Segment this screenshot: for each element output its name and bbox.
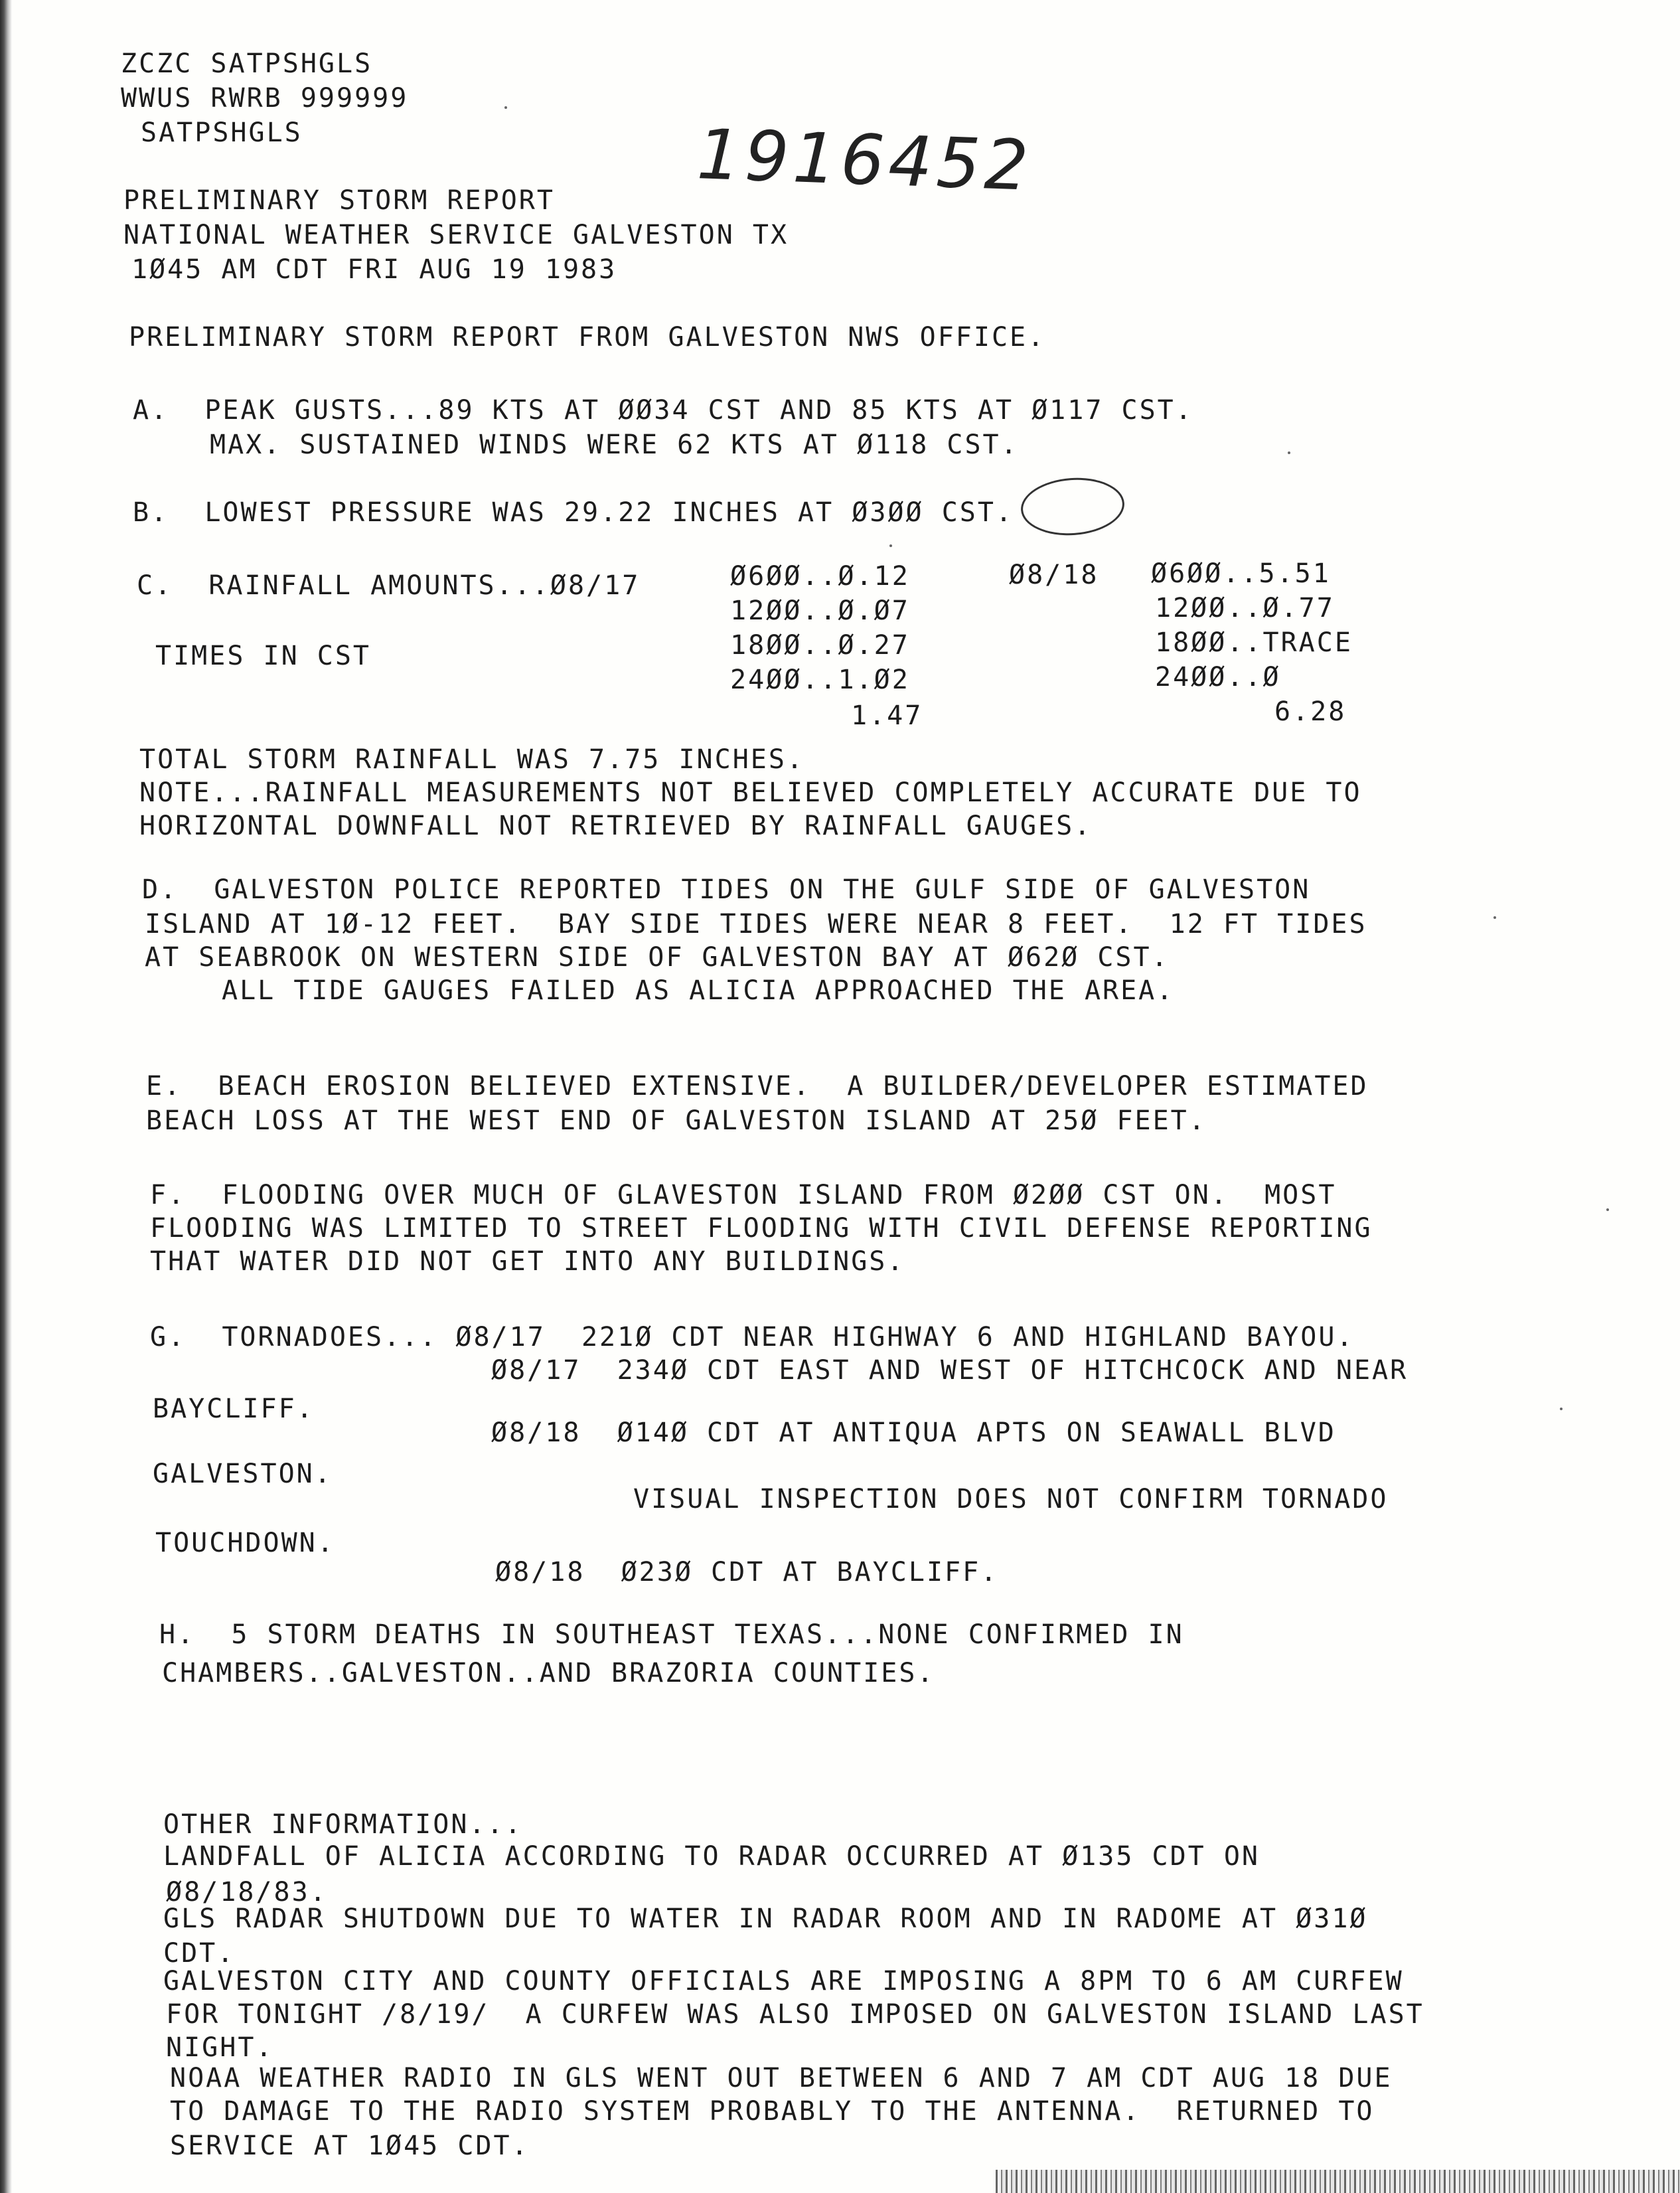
scan-speck bbox=[889, 544, 892, 547]
rain-day2-value: Ø6ØØ..5.51 bbox=[1151, 558, 1331, 589]
other-line-6: GALVESTON CITY AND COUNTY OFFICIALS ARE IMPOSING A 8PM TO 6 AM CURFEW bbox=[163, 1966, 1404, 1996]
scan-speck bbox=[504, 106, 507, 109]
section-b-line: B. LOWEST PRESSURE WAS 29.22 INCHES AT Ø3ØØ CST. bbox=[133, 497, 1014, 528]
section-a-line-2: MAX. SUSTAINED WINDS WERE 62 KTS AT Ø118 CST. bbox=[210, 430, 1019, 460]
rain-day1-value: 12ØØ..Ø.Ø7 bbox=[730, 596, 910, 626]
section-h-line-2: CHAMBERS..GALVESTON..AND BRAZORIA COUNTIES. bbox=[162, 1658, 935, 1688]
other-line-10: TO DAMAGE TO THE RADIO SYSTEM PROBABLY TO THE ANTENNA. RETURNED TO bbox=[170, 2096, 1375, 2127]
scan-edge-left bbox=[0, 0, 12, 2193]
rain-day1-total: 1.47 bbox=[851, 700, 923, 731]
section-g-line-5: GALVESTON. bbox=[153, 1459, 333, 1489]
scan-speck bbox=[1560, 1408, 1563, 1410]
section-c-label: C. RAINFALL AMOUNTS...Ø8/17 bbox=[137, 570, 641, 601]
section-g-line-1: G. TORNADOES... Ø8/17 221Ø CDT NEAR HIGHWAY 6 AND HIGHLAND BAYOU. bbox=[150, 1322, 1355, 1352]
header-line-1: ZCZC SATPSHGLS bbox=[121, 48, 373, 79]
other-line-7: FOR TONIGHT /8/19/ A CURFEW WAS ALSO IMPOSED ON GALVESTON ISLAND LAST bbox=[166, 1999, 1424, 2030]
handwritten-number: 1916452 bbox=[696, 114, 1034, 206]
other-line-2: LANDFALL OF ALICIA ACCORDING TO RADAR OCCURRED AT Ø135 CDT ON bbox=[163, 1841, 1260, 1872]
rain-day1-value: 18ØØ..Ø.27 bbox=[730, 630, 910, 661]
rain-day1-value: Ø6ØØ..Ø.12 bbox=[730, 561, 910, 592]
intro-line: PRELIMINARY STORM REPORT FROM GALVESTON NWS OFFICE. bbox=[129, 322, 1046, 353]
section-e-line-2: BEACH LOSS AT THE WEST END OF GALVESTON ISLAND AT 25Ø FEET. bbox=[146, 1105, 1207, 1136]
section-e-line-1: E. BEACH EROSION BELIEVED EXTENSIVE. A BUILDER/DEVELOPER ESTIMATED bbox=[146, 1071, 1369, 1101]
other-line-11: SERVICE AT 1Ø45 CDT. bbox=[170, 2131, 530, 2161]
section-g-line-8: Ø8/18 Ø23Ø CDT AT BAYCLIFF. bbox=[495, 1557, 999, 1587]
rain-day2-total: 6.28 bbox=[1274, 696, 1347, 727]
scan-speck bbox=[1493, 916, 1496, 919]
other-line-8: NIGHT. bbox=[166, 2032, 274, 2063]
rain-day1-value: 24ØØ..1.Ø2 bbox=[730, 665, 910, 695]
section-a-line-1: A. PEAK GUSTS...89 KTS AT ØØ34 CST AND 85 KTS AT Ø117 CST. bbox=[133, 395, 1193, 426]
other-line-1: OTHER INFORMATION... bbox=[163, 1809, 523, 1840]
rain-total-line-1: TOTAL STORM RAINFALL WAS 7.75 INCHES. bbox=[139, 744, 805, 775]
section-g-line-6: VISUAL INSPECTION DOES NOT CONFIRM TORNADO bbox=[633, 1484, 1389, 1514]
section-g-line-2: Ø8/17 234Ø CDT EAST AND WEST OF HITCHCOCK AND NEAR bbox=[491, 1355, 1409, 1386]
header-line-3: SATPSHGLS bbox=[141, 118, 303, 148]
scan-speck bbox=[1288, 451, 1290, 454]
title-line-3: 1Ø45 AM CDT FRI AUG 19 1983 bbox=[131, 254, 617, 285]
scan-edge-bottom bbox=[996, 2170, 1680, 2193]
other-line-9: NOAA WEATHER RADIO IN GLS WENT OUT BETWEEN 6 AND 7 AM CDT AUG 18 DUE bbox=[170, 2063, 1393, 2093]
section-f-line-3: THAT WATER DID NOT GET INTO ANY BUILDINGS. bbox=[150, 1246, 905, 1277]
section-d-line-2: ISLAND AT 1Ø-12 FEET. BAY SIDE TIDES WERE NEAR 8 FEET. 12 FT TIDES bbox=[145, 909, 1367, 939]
section-g-line-3: BAYCLIFF. bbox=[153, 1394, 315, 1424]
other-line-4: GLS RADAR SHUTDOWN DUE TO WATER IN RADAR ROOM AND IN RADOME AT Ø31Ø bbox=[163, 1904, 1368, 1934]
rain-day2-value: 18ØØ..TRACE bbox=[1155, 627, 1353, 658]
title-line-2: NATIONAL WEATHER SERVICE GALVESTON TX bbox=[123, 220, 789, 250]
rain-day2-value: 12ØØ..Ø.77 bbox=[1155, 593, 1335, 623]
scan-speck bbox=[1606, 1208, 1609, 1211]
section-f-line-1: F. FLOODING OVER MUCH OF GLAVESTON ISLAND FROM Ø2ØØ CST ON. MOST bbox=[150, 1180, 1337, 1210]
handwritten-circle bbox=[1019, 475, 1126, 539]
section-g-line-4: Ø8/18 Ø14Ø CDT AT ANTIQUA APTS ON SEAWALL BLVD bbox=[491, 1418, 1336, 1448]
other-line-3: Ø8/18/83. bbox=[166, 1877, 328, 1908]
times-label: TIMES IN CST bbox=[155, 641, 371, 671]
title-line-1: PRELIMINARY STORM REPORT bbox=[123, 185, 555, 216]
section-g-line-7: TOUCHDOWN. bbox=[155, 1528, 335, 1558]
header-line-2: WWUS RWRB 999999 bbox=[121, 83, 409, 114]
section-d-line-3: AT SEABROOK ON WESTERN SIDE OF GALVESTON BAY AT Ø62Ø CST. bbox=[145, 942, 1170, 973]
other-line-5: CDT. bbox=[163, 1938, 236, 1969]
section-f-line-2: FLOODING WAS LIMITED TO STREET FLOODING WITH CIVIL DEFENSE REPORTING bbox=[150, 1213, 1373, 1244]
section-d-line-4: ALL TIDE GAUGES FAILED AS ALICIA APPROACHED THE AREA. bbox=[222, 975, 1175, 1006]
rain-total-line-3: HORIZONTAL DOWNFALL NOT RETRIEVED BY RAINFALL GAUGES. bbox=[139, 811, 1093, 841]
rain-total-line-2: NOTE...RAINFALL MEASUREMENTS NOT BELIEVED COMPLETELY ACCURATE DUE TO bbox=[139, 777, 1362, 808]
rain-day2-value: 24ØØ..Ø bbox=[1155, 662, 1281, 692]
rain-day2-label: Ø8/18 bbox=[1009, 560, 1099, 590]
section-d-line-1: D. GALVESTON POLICE REPORTED TIDES ON THE GULF SIDE OF GALVESTON bbox=[142, 874, 1311, 905]
section-h-line-1: H. 5 STORM DEATHS IN SOUTHEAST TEXAS...NONE CONFIRMED IN bbox=[159, 1619, 1184, 1650]
